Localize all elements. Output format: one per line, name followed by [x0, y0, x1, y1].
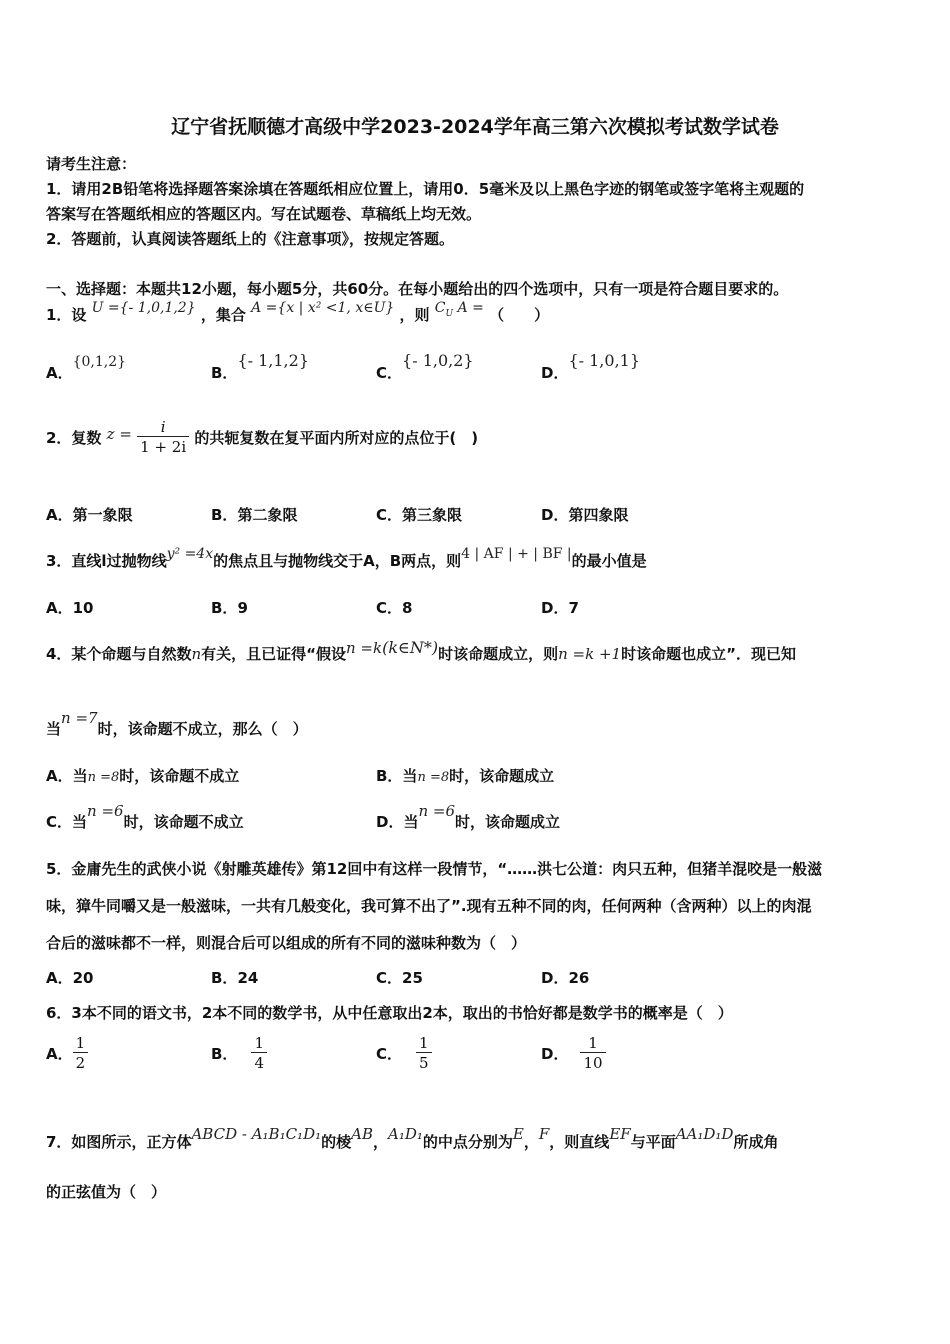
q1-option-b[interactable] [211, 351, 309, 383]
q2-math-z: z = [106, 424, 132, 443]
question-4 [46, 638, 796, 664]
option-label: A． [46, 364, 73, 382]
q7-math-e: E [512, 1125, 524, 1143]
fraction-denominator: 1 + 2i [140, 438, 187, 456]
q7-math-ef: EF [609, 1125, 631, 1143]
option-fraction [251, 1034, 267, 1073]
q3-text: 3．直线l过抛物线 [46, 552, 167, 570]
option-value: 24 [237, 969, 259, 987]
q1-math-c-sub: U [445, 308, 454, 319]
option-label: C． [376, 506, 403, 524]
fraction-numerator: 1 [75, 1034, 86, 1052]
option-label: C． [376, 599, 403, 617]
q6-option-a[interactable] [46, 1034, 88, 1073]
question-5-line-2: 味，獐牛同嚼又是一般滋味，一共有几般变化，我可算不出了”.现有五种不同的肉，任何两种（含两种）以上的肉混 [46, 897, 812, 915]
q7-text: ， [372, 1133, 388, 1151]
option-value: 第四象限 [568, 506, 629, 524]
option-label: C．当 [46, 813, 88, 831]
fraction-denominator: 2 [75, 1054, 86, 1072]
fraction-numerator: 1 [419, 1034, 429, 1052]
option-value: 7 [568, 599, 579, 617]
question-2 [46, 418, 478, 457]
q5-option-b[interactable] [211, 967, 258, 988]
q7-text: 与平面 [630, 1133, 676, 1151]
option-label: A． [46, 969, 73, 987]
q3-option-b[interactable] [211, 597, 248, 618]
q7-math-ab: AB [351, 1125, 373, 1143]
option-fraction [580, 1034, 605, 1073]
q1-math-a: A ={x | x² <1, x∈U} [251, 300, 395, 316]
q4-text: 4．某个命题与自然数 [46, 645, 192, 663]
question-7 [46, 1125, 779, 1152]
option-value: {- 1,0,2} [402, 351, 474, 370]
option-value: 时，该命题不成立 [123, 813, 244, 831]
option-value: 时，该命题成立 [455, 813, 561, 831]
option-value: 时，该命题成立 [449, 767, 555, 785]
q6-option-b[interactable] [211, 1034, 267, 1073]
option-value: 20 [72, 969, 94, 987]
q2-text: 2．复数 [46, 429, 102, 447]
option-label: C． [376, 364, 403, 382]
option-label: B．当 [376, 767, 418, 785]
option-label: B． [211, 969, 238, 987]
question-3 [46, 546, 647, 571]
option-label: C． [376, 1045, 403, 1063]
option-label: D． [541, 969, 569, 987]
notice-line-2: 2．答题前，认真阅读答题纸上的《注意事项》，按规定答题。 [46, 230, 454, 248]
q7-text: 的中点分别为 [422, 1133, 513, 1151]
q3-math-parabola: y² =4x [166, 546, 214, 562]
option-label: B． [211, 364, 238, 382]
notice-line-1a: 1．请用2B铅笔将选择题答案涂填在答题纸相应位置上，请用0．5毫米及以上黑色字迹的钢笔或签字笔将主观题的 [46, 180, 805, 198]
option-label: D． [541, 364, 569, 382]
fraction-denominator: 4 [254, 1054, 264, 1072]
q5-option-d[interactable] [541, 967, 589, 988]
option-label: D． [541, 1045, 569, 1063]
q1-math-u: U ={- 1,0,1,2} [91, 300, 196, 316]
question-1 [46, 300, 550, 327]
q3-text: 的最小值是 [571, 552, 647, 570]
q5-option-c[interactable] [376, 967, 423, 988]
q4-option-c[interactable] [46, 802, 244, 832]
fraction-numerator: i [160, 418, 166, 436]
q3-text: 的焦点且与抛物线交于A，B两点，则 [213, 552, 462, 570]
option-label: A． [46, 1045, 73, 1063]
option-label: B． [211, 506, 238, 524]
q7-text: 所成角 [733, 1133, 779, 1151]
option-value: {0,1,2} [72, 354, 127, 370]
option-math: n =6 [87, 802, 124, 820]
q6-option-d[interactable] [541, 1034, 606, 1073]
option-label: A．当 [46, 767, 88, 785]
q4-text: 时该命题成立，则 [438, 645, 559, 663]
q7-math-cube: ABCD - A₁B₁C₁D₁ [191, 1125, 322, 1143]
fraction-numerator: 1 [254, 1034, 264, 1052]
q7-text: 7．如图所示，正方体 [46, 1133, 192, 1151]
q1-text: 1．设 [46, 306, 87, 324]
option-label: C． [376, 969, 403, 987]
question-6: 6．3本不同的语文书，2本不同的数学书，从中任意取出2本，取出的书恰好都是数学书的概率是（ ） [46, 1004, 733, 1022]
option-value: 第三象限 [402, 506, 463, 524]
option-label: A． [46, 506, 73, 524]
q3-option-c[interactable] [376, 597, 412, 618]
q1-text: （ ） [489, 306, 550, 324]
q4-text: 时该命题也成立”．现已知 [621, 645, 796, 663]
q7-math-f: F [538, 1125, 550, 1143]
q2-option-d[interactable] [541, 504, 628, 525]
q1-option-a[interactable] [46, 354, 127, 383]
option-label: D． [541, 506, 569, 524]
option-value: 第二象限 [237, 506, 298, 524]
q2-text: 的共轭复数在复平面内所对应的点位于( ) [194, 429, 479, 447]
page-title: 辽宁省抚顺德才高级中学2023-2024学年高三第六次模拟考试数学试卷 [171, 116, 779, 138]
q4-math-nk: n =k [345, 639, 383, 657]
q4-math-nk1: n =k +1 [558, 645, 622, 663]
q6-option-c[interactable] [376, 1034, 432, 1073]
q4-option-a[interactable] [46, 765, 239, 786]
option-value: 第一象限 [72, 506, 133, 524]
option-value: {- 1,0,1} [568, 351, 641, 370]
option-label: D． [541, 599, 569, 617]
q4-option-d[interactable] [376, 802, 561, 832]
question-4-line-2 [46, 709, 308, 739]
option-value: 时，该命题不成立 [119, 767, 240, 785]
q5-option-a[interactable] [46, 967, 93, 988]
q4-text: 当 [46, 720, 62, 738]
option-math: n =6 [418, 802, 455, 820]
fraction-numerator: 1 [588, 1034, 598, 1052]
question-7-line-2: 的正弦值为（ ） [46, 1183, 167, 1201]
q2-option-a[interactable] [46, 504, 133, 525]
option-math: n =8 [87, 770, 120, 785]
option-fraction [73, 1034, 89, 1073]
option-value: 10 [72, 599, 94, 617]
q4-option-b[interactable] [376, 765, 554, 786]
q3-option-d[interactable] [541, 597, 579, 618]
option-fraction [416, 1034, 432, 1073]
q1-math-c: C [434, 300, 446, 316]
q4-text: 有关，且已证得“假设 [201, 645, 346, 663]
option-math: n =8 [417, 770, 450, 785]
q1-option-d[interactable] [541, 351, 641, 383]
q7-math-plane: AA₁D₁D [675, 1125, 734, 1143]
q7-math-a1d1: A₁D₁ [388, 1125, 423, 1143]
q7-text: ，则直线 [549, 1133, 610, 1151]
option-label: B． [211, 599, 238, 617]
q1-math-c-a: A = [457, 300, 484, 316]
q3-math-expr: 4 | AF | + | BF | [461, 546, 572, 562]
q1-text: ，则 [399, 306, 430, 324]
option-value: {- 1,1,2} [237, 351, 309, 370]
option-label: A． [46, 599, 73, 617]
q4-math-k-in-n: (k∈N*) [382, 638, 439, 657]
section-heading: 一、选择题：本题共12小题，每小题5分，共60分。在每小题给出的四个选项中，只有一项是符合题目要求的。 [46, 280, 789, 298]
fraction-denominator: 10 [583, 1054, 603, 1072]
option-label: D．当 [376, 813, 419, 831]
notice-heading: 请考生注意： [46, 155, 137, 173]
option-label: B． [211, 1045, 238, 1063]
q1-text: ，集合 [200, 306, 246, 324]
fraction-denominator: 5 [419, 1054, 429, 1072]
question-5-line-3: 合后的滋味都不一样，则混合后可以组成的所有不同的滋味种数为（ ） [46, 934, 527, 952]
q3-option-a[interactable] [46, 597, 93, 618]
notice-line-1b: 答案写在答题纸相应的答题区内。写在试题卷、草稿纸上均无效。 [46, 205, 482, 223]
question-5-line-1: 5．金庸先生的武侠小说《射雕英雄传》第12回中有这样一段情节，“……洪七公道：肉只五种，但猪羊混咬是一般滋 [46, 860, 823, 878]
option-value: 9 [237, 599, 248, 617]
option-value: 26 [568, 969, 590, 987]
q7-text: ， [523, 1133, 539, 1151]
option-value: 25 [402, 969, 423, 987]
q4-math-n: n [191, 645, 202, 663]
q2-option-c[interactable] [376, 504, 462, 525]
q4-math-n7: n =7 [61, 709, 98, 727]
q2-fraction [137, 418, 189, 457]
q1-option-c[interactable] [376, 351, 474, 383]
q4-text: 时，该命题不成立，那么（ ） [97, 720, 308, 738]
option-value: 8 [402, 599, 413, 617]
q7-text: 的棱 [321, 1133, 352, 1151]
q2-option-b[interactable] [211, 504, 297, 525]
